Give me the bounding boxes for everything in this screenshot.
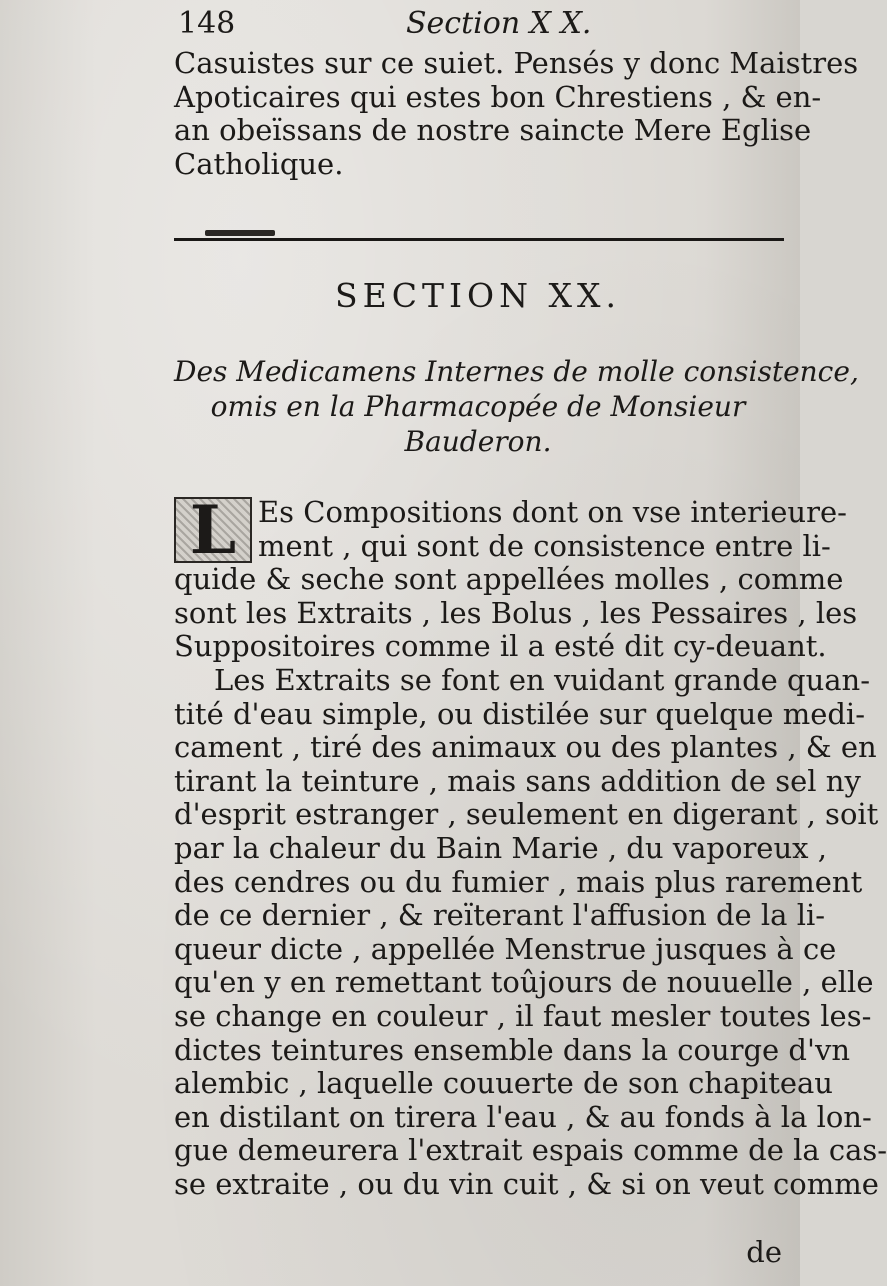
text-line: des cendres ou du fumier , mais plus rarement (174, 864, 863, 899)
text-line: gue demeurera l'extrait espais comme de la cas- (174, 1133, 887, 1168)
section-divider (174, 238, 784, 241)
section-heading: SECTION XX. (335, 276, 621, 315)
page-number: 148 (178, 6, 236, 41)
initial-letter: L (189, 491, 237, 569)
text-line: queur dicte , appellée Menstrue jusques à ce (174, 931, 837, 966)
catchword: de (746, 1235, 782, 1269)
text-line: de ce dernier , & reïterant l'affusion de la li- (174, 898, 826, 933)
text-line: se extraite , ou du vin cuit , & si on veut comme (174, 1166, 879, 1201)
text-line: alembic , laquelle couuerte de son chapiteau (174, 1066, 833, 1101)
text-line: an obeïssans de nostre saincte Mere Eglise (174, 113, 812, 148)
subtitle-line: omis en la Pharmacopée de Monsieur (210, 390, 746, 423)
running-head-section: Section X X. (406, 6, 592, 41)
text-line: quide & seche sont appellées molles , comme (174, 562, 844, 597)
text-line: ment , qui sont de consistence entre li- (258, 528, 831, 563)
text-line: Suppositoires comme il a esté dit cy-deuant. (174, 629, 827, 664)
text-line: par la chaleur du Bain Marie , du vaporeux , (174, 830, 827, 865)
text-line: en distilant on tirera l'eau , & au fonds à la lon- (174, 1099, 872, 1134)
body-paragraphs (174, 495, 887, 1201)
text-line: cament , tiré des animaux ou des plantes , & en (174, 730, 877, 765)
subtitle-line: Des Medicamens Internes de molle consistence, (174, 355, 859, 388)
text-line: Catholique. (174, 146, 344, 181)
text-line: tirant la teinture , mais sans addition de sel ny (174, 763, 861, 798)
running-head (178, 4, 598, 44)
text-line: qu'en y en remettant toûjours de nouuelle , elle (174, 965, 874, 1000)
text-line: d'esprit estranger , seulement en digerant , soit (174, 797, 879, 832)
text-line: Les Extraits se font en vuidant grande quan- (214, 662, 871, 697)
text-line: se change en couleur , il faut mesler toutes les- (174, 998, 872, 1033)
text-line: Apoticaires qui estes bon Chrestiens , & en- (174, 79, 822, 114)
text-line: tité d'eau simple, ou distilée sur quelque medi- (174, 696, 866, 731)
top-paragraph (174, 46, 859, 181)
subtitle-line: Bauderon. (404, 425, 552, 458)
text-line: dictes teintures ensemble dans la courge d'vn (174, 1032, 851, 1067)
text-line: Casuistes sur ce suiet. Pensés y donc Maistres (174, 46, 859, 80)
section-subtitle (174, 354, 859, 459)
text-line: Es Compositions dont on vse interieure- (258, 495, 847, 529)
rule-ornament (205, 230, 275, 236)
text-line: sont les Extraits , les Bolus , les Pessaires , les (174, 595, 858, 630)
